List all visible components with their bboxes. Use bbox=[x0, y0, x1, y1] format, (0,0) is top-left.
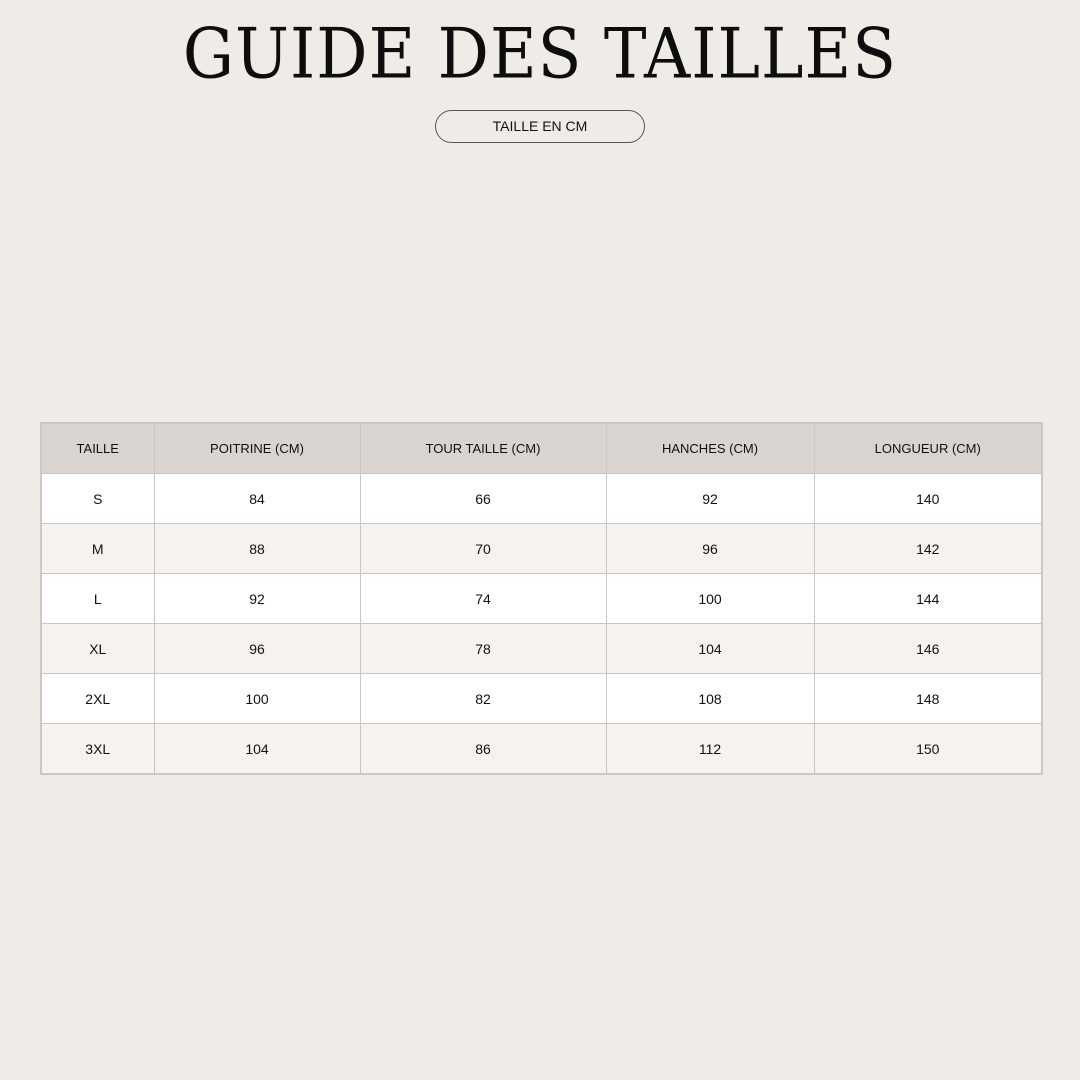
cell-longueur: 144 bbox=[814, 574, 1042, 624]
cell-poitrine: 96 bbox=[154, 624, 360, 674]
header-poitrine: POITRINE (CM) bbox=[154, 423, 360, 474]
cell-tour-taille: 66 bbox=[360, 474, 606, 524]
cell-longueur: 140 bbox=[814, 474, 1042, 524]
table-row bbox=[41, 724, 1042, 775]
header-taille: TAILLE bbox=[41, 423, 154, 474]
cell-size: 2XL bbox=[41, 674, 154, 724]
page-title: GUIDE DES TAILLES bbox=[182, 15, 898, 95]
table-header-row bbox=[41, 423, 1042, 474]
cell-size: XL bbox=[41, 624, 154, 674]
cell-hanches: 104 bbox=[606, 624, 814, 674]
cell-longueur: 148 bbox=[814, 674, 1042, 724]
unit-badge: TAILLE EN CM bbox=[435, 110, 645, 143]
cell-size: 3XL bbox=[41, 724, 154, 775]
cell-tour-taille: 70 bbox=[360, 524, 606, 574]
cell-size: L bbox=[41, 574, 154, 624]
cell-longueur: 146 bbox=[814, 624, 1042, 674]
header-tour-taille: TOUR TAILLE (CM) bbox=[360, 423, 606, 474]
cell-poitrine: 92 bbox=[154, 574, 360, 624]
cell-tour-taille: 82 bbox=[360, 674, 606, 724]
cell-poitrine: 104 bbox=[154, 724, 360, 775]
cell-size: M bbox=[41, 524, 154, 574]
cell-tour-taille: 86 bbox=[360, 724, 606, 775]
cell-poitrine: 88 bbox=[154, 524, 360, 574]
cell-hanches: 100 bbox=[606, 574, 814, 624]
header-longueur: LONGUEUR (CM) bbox=[814, 423, 1042, 474]
cell-longueur: 150 bbox=[814, 724, 1042, 775]
cell-size: S bbox=[41, 474, 154, 524]
cell-hanches: 92 bbox=[606, 474, 814, 524]
cell-poitrine: 84 bbox=[154, 474, 360, 524]
cell-poitrine: 100 bbox=[154, 674, 360, 724]
cell-hanches: 96 bbox=[606, 524, 814, 574]
cell-longueur: 142 bbox=[814, 524, 1042, 574]
table-row bbox=[41, 624, 1042, 674]
size-table bbox=[40, 422, 1043, 775]
header-hanches: HANCHES (CM) bbox=[606, 423, 814, 474]
cell-tour-taille: 74 bbox=[360, 574, 606, 624]
table-row bbox=[41, 474, 1042, 524]
table-row bbox=[41, 524, 1042, 574]
cell-hanches: 108 bbox=[606, 674, 814, 724]
cell-tour-taille: 78 bbox=[360, 624, 606, 674]
table-row bbox=[41, 574, 1042, 624]
cell-hanches: 112 bbox=[606, 724, 814, 775]
table-row bbox=[41, 674, 1042, 724]
